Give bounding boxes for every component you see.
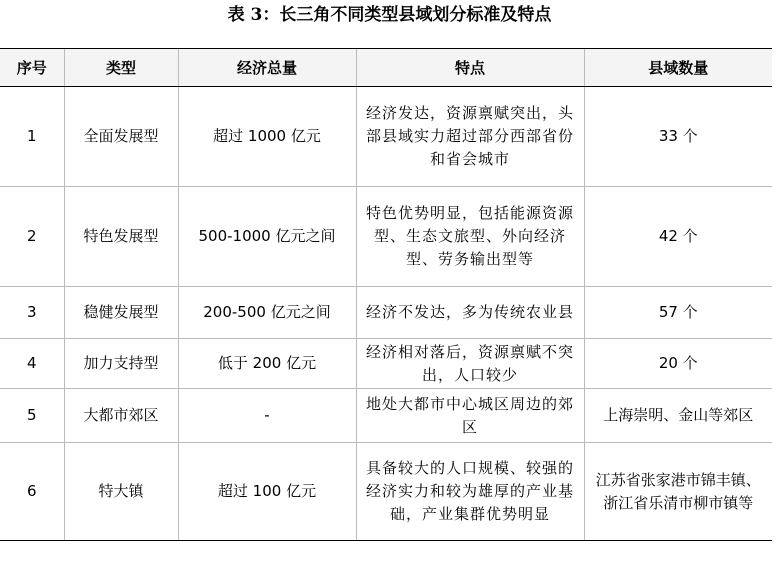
cell-economy: 200-500 亿元之间: [178, 287, 356, 339]
table-row: [0, 443, 772, 541]
header-type: 类型: [64, 49, 178, 87]
cell-count: 42 个: [584, 187, 772, 287]
cell-economy: 超过 100 亿元: [178, 443, 356, 541]
cell-no: 4: [0, 339, 64, 389]
cell-feature: 地处大都市中心城区周边的郊区: [356, 389, 584, 443]
cell-no: 5: [0, 389, 64, 443]
cell-type: 特大镇: [64, 443, 178, 541]
cell-feature: 特色优势明显，包括能源资源型、生态文旅型、外向经济型、劳务输出型等: [356, 187, 584, 287]
header-no: 序号: [0, 49, 64, 87]
cell-no: 2: [0, 187, 64, 287]
county-classification-table: [0, 48, 772, 541]
cell-type: 全面发展型: [64, 87, 178, 187]
cell-type: 稳健发展型: [64, 287, 178, 339]
cell-feature: 具备较大的人口规模、较强的经济实力和较为雄厚的产业基础，产业集群优势明显: [356, 443, 584, 541]
cell-economy: 低于 200 亿元: [178, 339, 356, 389]
cell-no: 1: [0, 87, 64, 187]
cell-count: 上海崇明、金山等郊区: [584, 389, 772, 443]
table-row: [0, 187, 772, 287]
cell-feature: 经济不发达，多为传统农业县: [356, 287, 584, 339]
cell-count: 20 个: [584, 339, 772, 389]
cell-count: 江苏省张家港市锦丰镇、浙江省乐清市柳市镇等: [584, 443, 772, 541]
cell-count: 33 个: [584, 87, 772, 187]
cell-type: 加力支持型: [64, 339, 178, 389]
cell-economy: 500-1000 亿元之间: [178, 187, 356, 287]
header-row: [0, 49, 772, 87]
table-row: [0, 287, 772, 339]
cell-type: 大都市郊区: [64, 389, 178, 443]
table-row: [0, 87, 772, 187]
cell-count: 57 个: [584, 287, 772, 339]
cell-no: 3: [0, 287, 64, 339]
header-feature: 特点: [356, 49, 584, 87]
cell-economy: -: [178, 389, 356, 443]
table-title: 表 3：长三角不同类型县域划分标准及特点: [227, 5, 552, 25]
cell-no: 6: [0, 443, 64, 541]
cell-economy: 超过 1000 亿元: [178, 87, 356, 187]
table-row: [0, 389, 772, 443]
table-row: [0, 339, 772, 389]
cell-feature: 经济发达，资源禀赋突出，头部县域实力超过部分西部省份和省会城市: [356, 87, 584, 187]
header-economy: 经济总量: [178, 49, 356, 87]
header-count: 县域数量: [584, 49, 772, 87]
cell-type: 特色发展型: [64, 187, 178, 287]
cell-feature: 经济相对落后，资源禀赋不突出，人口较少: [356, 339, 584, 389]
